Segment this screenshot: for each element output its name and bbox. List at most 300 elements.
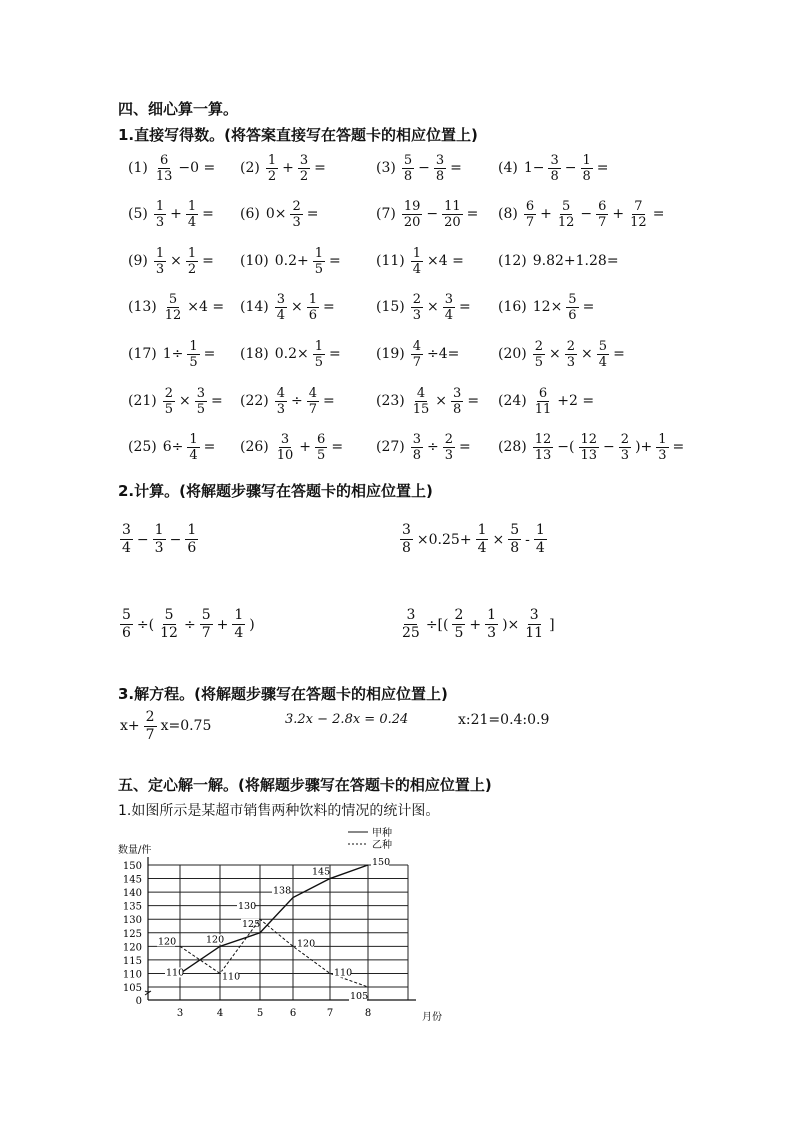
denominator: 2	[299, 168, 309, 184]
numerator: 1	[155, 198, 165, 214]
fraction	[579, 432, 600, 463]
legend-label: 甲种	[372, 828, 392, 839]
problem-number: (13)	[128, 299, 157, 315]
y-tick-label: 125	[122, 928, 142, 940]
x-tick-label: 8	[364, 1008, 372, 1019]
operator: =	[306, 206, 319, 222]
fraction	[548, 153, 560, 184]
fraction	[524, 199, 536, 230]
fraction	[315, 432, 327, 463]
calc-problem	[398, 607, 557, 642]
oral-problem	[498, 383, 596, 419]
fraction	[163, 292, 184, 323]
numerator: 1	[187, 198, 197, 214]
operator: =	[467, 393, 480, 409]
fraction	[120, 522, 133, 557]
operator: −	[580, 206, 593, 222]
numerator: 3	[550, 152, 559, 168]
oral-problem	[376, 289, 473, 325]
denominator: 3	[658, 447, 667, 463]
oral-problem	[128, 383, 225, 419]
numerator: 1	[155, 245, 165, 261]
part3-heading: 3.解方程。(将解题步骤写在答题卡的相应位置上)	[118, 685, 448, 703]
numerator: 12	[534, 431, 552, 447]
denominator: 3	[566, 354, 576, 370]
denominator: 11	[534, 401, 552, 417]
numerator: 6	[317, 431, 326, 447]
calc-problem	[398, 522, 549, 557]
fraction	[195, 386, 207, 417]
fraction	[411, 432, 423, 463]
data-label: 110	[222, 971, 241, 983]
fraction	[313, 339, 325, 370]
denominator: 3	[620, 447, 630, 463]
denominator: 12	[557, 214, 575, 230]
problem-number: (16)	[498, 299, 527, 315]
denominator: 4	[412, 261, 422, 277]
operator: ×	[170, 253, 182, 269]
numerator: 4	[308, 385, 318, 401]
problem-number: (9)	[128, 253, 148, 269]
data-label: 138	[273, 885, 292, 897]
y-tick-label: 115	[122, 955, 142, 967]
data-label: 110	[166, 967, 185, 979]
operator: =	[329, 253, 341, 269]
oral-problem	[376, 336, 461, 372]
operator: +	[299, 439, 312, 455]
denominator: 5	[314, 261, 324, 277]
operator: −	[169, 531, 182, 548]
operator: ×	[581, 346, 593, 362]
numerator: 3	[453, 385, 462, 401]
problem-number: (15)	[376, 299, 405, 315]
fraction	[442, 199, 463, 230]
numerator: 1	[582, 152, 591, 168]
operator: =	[203, 439, 216, 455]
operator: ×	[549, 346, 561, 362]
fraction	[523, 607, 545, 642]
denominator: 7	[412, 354, 422, 370]
problem-number: (3)	[376, 160, 396, 176]
denominator: 5	[534, 354, 544, 370]
denominator: 12	[164, 307, 182, 323]
x-tick-label: 7	[326, 1008, 334, 1019]
operator: =	[203, 346, 216, 362]
problem-number: (25)	[128, 439, 157, 455]
fraction	[158, 607, 180, 642]
problem-number: (12)	[498, 253, 527, 269]
operator: +	[469, 616, 482, 633]
denominator: 8	[435, 168, 445, 184]
part1-heading: 1.直接写得数。(将答案直接写在答题卡的相应位置上)	[118, 126, 478, 144]
data-label: 110	[334, 967, 353, 979]
oral-problem	[240, 150, 328, 186]
denominator: 13	[155, 168, 173, 184]
fraction	[163, 386, 175, 417]
numerator: 2	[454, 607, 464, 623]
numerator: 3	[402, 522, 411, 538]
fraction	[485, 607, 498, 642]
fraction	[307, 386, 319, 417]
fraction	[400, 607, 422, 642]
sales-line-chart	[100, 820, 460, 1030]
oral-problem	[498, 336, 627, 372]
operator: 0×	[265, 206, 287, 222]
operator: 6÷	[162, 439, 184, 455]
operator: +	[540, 206, 552, 222]
numerator: 1	[187, 522, 197, 538]
numerator: 5	[168, 291, 178, 307]
y-tick-label: 0	[135, 996, 142, 1007]
denominator: 3	[276, 401, 286, 417]
x-axis-title: 月份	[422, 1012, 442, 1023]
denominator: 25	[402, 625, 420, 641]
numerator: 5	[568, 291, 577, 307]
operator: =	[323, 299, 335, 315]
oral-problem	[498, 429, 686, 465]
numerator: 5	[122, 607, 131, 623]
y-tick-label: 140	[122, 888, 142, 900]
denominator: 8	[403, 168, 413, 184]
numerator: 6	[159, 152, 169, 168]
numerator: 1	[189, 338, 198, 354]
denominator: 8	[582, 168, 591, 184]
problem-row	[128, 429, 768, 465]
problem-number: (17)	[128, 346, 157, 362]
x-tick-label: 3	[176, 1008, 184, 1019]
denominator: 4	[234, 625, 244, 641]
oral-problem	[128, 150, 217, 186]
fraction	[443, 432, 455, 463]
numerator: 2	[566, 338, 576, 354]
oral-problem	[240, 336, 343, 372]
fraction	[144, 709, 157, 744]
operator: ×	[291, 299, 303, 315]
fraction	[556, 199, 577, 230]
denominator: 3	[412, 307, 422, 323]
denominator: 4	[535, 540, 545, 556]
numerator: 1	[487, 607, 497, 623]
fraction	[656, 432, 668, 463]
operator: =	[466, 206, 479, 222]
numerator: 7	[634, 198, 643, 214]
operator: =	[459, 299, 471, 315]
numerator: 3	[435, 152, 445, 168]
calc-problem	[118, 607, 257, 642]
numerator: 1	[477, 522, 487, 538]
numerator: 3	[406, 607, 416, 623]
numerator: 1	[267, 152, 277, 168]
numerator: 5	[201, 607, 211, 623]
operator: −0 =	[178, 160, 216, 176]
operator: 1÷	[162, 346, 184, 362]
y-tick-label: 110	[122, 969, 142, 981]
numerator: 3	[276, 291, 286, 307]
numerator: 2	[534, 338, 544, 354]
problem-number: (26)	[240, 439, 269, 455]
operator: 0.2×	[274, 346, 309, 362]
operator: x=0.75	[160, 718, 212, 734]
denominator: 3	[487, 625, 497, 641]
fraction	[452, 607, 465, 642]
denominator: 5	[454, 625, 464, 641]
section5-title: 五、定心解一解。(将解题步骤写在答题卡的相应位置上)	[118, 776, 492, 794]
operator: ×0.25+	[416, 531, 472, 548]
oral-problem	[240, 196, 321, 232]
oral-problem	[376, 383, 481, 419]
fraction	[451, 386, 463, 417]
problem-number: (24)	[498, 393, 527, 409]
numerator: 1	[535, 522, 545, 538]
fraction	[597, 339, 609, 370]
numerator: 2	[444, 431, 454, 447]
oral-problem	[498, 196, 666, 232]
y-tick-label: 105	[122, 983, 142, 994]
fraction	[508, 522, 521, 557]
fraction	[566, 292, 578, 323]
denominator: 4	[189, 447, 198, 463]
numerator: 5	[598, 338, 608, 354]
fraction	[411, 292, 423, 323]
oral-problem	[128, 429, 217, 465]
denominator: 4	[187, 214, 197, 230]
oral-problem	[128, 289, 226, 325]
denominator: 3	[154, 540, 164, 556]
fraction	[186, 199, 198, 230]
fraction	[476, 522, 489, 557]
numerator: 2	[292, 198, 301, 214]
operator: =	[211, 393, 223, 409]
fraction	[307, 292, 319, 323]
oral-problem	[498, 150, 611, 186]
fraction	[200, 607, 213, 642]
fraction	[628, 199, 649, 230]
operator: ×	[179, 393, 191, 409]
numerator: 12	[580, 431, 598, 447]
operator: =	[331, 439, 344, 455]
numerator: 3	[444, 291, 454, 307]
fraction	[533, 386, 554, 417]
denominator: 8	[510, 540, 520, 556]
data-label: 120	[206, 934, 225, 946]
problem-row	[128, 196, 768, 232]
fraction	[400, 522, 413, 557]
problem-number: (22)	[240, 393, 269, 409]
operator: =	[329, 346, 341, 362]
numerator: 19	[403, 198, 421, 214]
denominator: 20	[403, 214, 421, 230]
denominator: 15	[412, 401, 430, 417]
operator: −	[426, 206, 439, 222]
denominator: 13	[534, 447, 552, 463]
denominator: 3	[155, 261, 165, 277]
fraction	[533, 339, 545, 370]
denominator: 4	[598, 354, 608, 370]
denominator: 12	[630, 214, 647, 230]
data-label: 145	[312, 866, 331, 878]
problem-number: (21)	[128, 393, 157, 409]
problem-number: (10)	[240, 253, 269, 269]
denominator: 3	[292, 214, 301, 230]
operator: x+	[120, 718, 140, 734]
problem-row	[128, 383, 768, 419]
problem-number: (23)	[376, 393, 405, 409]
problem-number: (4)	[498, 160, 518, 176]
fraction	[534, 522, 547, 557]
numerator: 1	[187, 245, 197, 261]
operator: −	[418, 160, 430, 176]
problem-number: (14)	[240, 299, 269, 315]
denominator: 3	[444, 447, 454, 463]
part2-heading: 2.计算。(将解题步骤写在答题卡的相应位置上)	[118, 482, 433, 500]
data-label: 120	[158, 936, 177, 948]
operator: ÷4=	[427, 346, 460, 362]
operator: )×	[502, 616, 520, 633]
operator: )+	[635, 439, 653, 455]
fraction	[275, 432, 296, 463]
operator: ×4 =	[427, 253, 464, 269]
equation-3: x:21=0.4:0.9	[458, 712, 550, 728]
denominator: 4	[122, 540, 131, 556]
denominator: 6	[122, 625, 131, 641]
numerator: 1	[154, 522, 164, 538]
denominator: 5	[196, 401, 206, 417]
y-tick-label: 120	[122, 942, 142, 954]
legend-label: 乙种	[372, 840, 392, 851]
data-label: 150	[372, 857, 391, 868]
problem-number: (18)	[240, 346, 269, 362]
denominator: 7	[525, 214, 535, 230]
numerator: 3	[529, 607, 539, 623]
problem-number: (8)	[498, 206, 518, 222]
problem-number: (6)	[240, 206, 260, 222]
numerator: 4	[412, 338, 422, 354]
operator: =	[202, 253, 214, 269]
fraction	[619, 432, 631, 463]
problem-number: (20)	[498, 346, 527, 362]
fraction	[187, 432, 199, 463]
denominator: 12	[160, 625, 178, 641]
denominator: 5	[189, 354, 198, 370]
fraction	[187, 339, 199, 370]
denominator: 4	[276, 307, 286, 323]
problem-row	[128, 336, 768, 372]
numerator: 3	[280, 431, 290, 447]
y-tick-label: 130	[122, 915, 142, 927]
operator: =	[450, 160, 462, 176]
denominator: 6	[187, 540, 197, 556]
x-tick-label: 6	[289, 1008, 297, 1019]
numerator: 1	[412, 245, 422, 261]
numerator: 2	[412, 291, 422, 307]
fraction	[565, 339, 577, 370]
oral-problem	[240, 383, 337, 419]
oral-problem	[498, 289, 596, 325]
fraction	[186, 246, 198, 277]
problem-number: (2)	[240, 160, 260, 176]
fraction	[411, 386, 432, 417]
y-tick-label: 145	[122, 874, 142, 886]
fraction	[275, 386, 287, 417]
oral-problem	[240, 289, 337, 325]
fraction	[411, 246, 423, 277]
operator: =	[314, 160, 326, 176]
fraction	[581, 153, 593, 184]
denominator: 6	[308, 307, 318, 323]
operator: =	[596, 160, 609, 176]
fraction	[154, 153, 175, 184]
operator: ÷	[291, 393, 303, 409]
x-tick-label: 5	[256, 1008, 264, 1019]
chart-question: 1.如图所示是某超市销售两种饮料的情况的统计图。	[118, 803, 440, 819]
operator: =	[613, 346, 625, 362]
denominator: 8	[453, 401, 462, 417]
oral-problem	[376, 196, 480, 232]
problem-row	[128, 150, 768, 186]
operator: +	[612, 206, 625, 222]
section4-title: 四、细心算一算。	[118, 100, 239, 118]
operator: −	[603, 439, 615, 455]
fraction	[153, 522, 166, 557]
fraction	[596, 199, 608, 230]
operator: )	[249, 616, 255, 633]
operator: =	[323, 393, 335, 409]
operator: ÷(	[136, 616, 155, 633]
operator: +	[216, 616, 229, 633]
denominator: 7	[598, 214, 607, 230]
problem-row	[128, 289, 768, 325]
denominator: 7	[308, 401, 318, 417]
oral-problem	[376, 150, 464, 186]
denominator: 20	[444, 214, 461, 230]
denominator: 13	[580, 447, 598, 463]
operator: =	[459, 439, 471, 455]
numerator: 6	[525, 198, 535, 214]
numerator: 6	[538, 385, 548, 401]
operator: ×	[435, 393, 448, 409]
y-tick-label: 135	[122, 901, 142, 913]
data-label: 125	[242, 918, 261, 930]
numerator: 1	[234, 607, 244, 623]
fraction	[411, 339, 423, 370]
numerator: 1	[314, 245, 324, 261]
numerator: 2	[164, 385, 174, 401]
operator: +	[282, 160, 294, 176]
operator: 12×	[532, 299, 563, 315]
numerator: 5	[510, 522, 520, 538]
problem-number: (28)	[498, 439, 527, 455]
operator: ÷[(	[425, 616, 449, 633]
operator: ×	[492, 531, 505, 548]
fraction	[434, 153, 446, 184]
denominator: 8	[550, 168, 559, 184]
denominator: 10	[276, 447, 294, 463]
oral-problem	[240, 243, 343, 279]
oral-problem	[498, 243, 621, 279]
equation-2: 3.2x − 2.8x = 0.24	[285, 712, 409, 727]
numerator: 11	[444, 198, 461, 214]
denominator: 6	[568, 307, 577, 323]
fraction	[120, 607, 133, 642]
operator: −(	[557, 439, 575, 455]
fraction	[154, 246, 166, 277]
operator: −	[136, 531, 149, 548]
data-label: 105	[350, 991, 369, 1002]
operator: ]	[549, 616, 555, 633]
x-tick-label: 4	[216, 1008, 224, 1019]
numerator: 1	[189, 431, 198, 447]
operator: =	[202, 206, 214, 222]
